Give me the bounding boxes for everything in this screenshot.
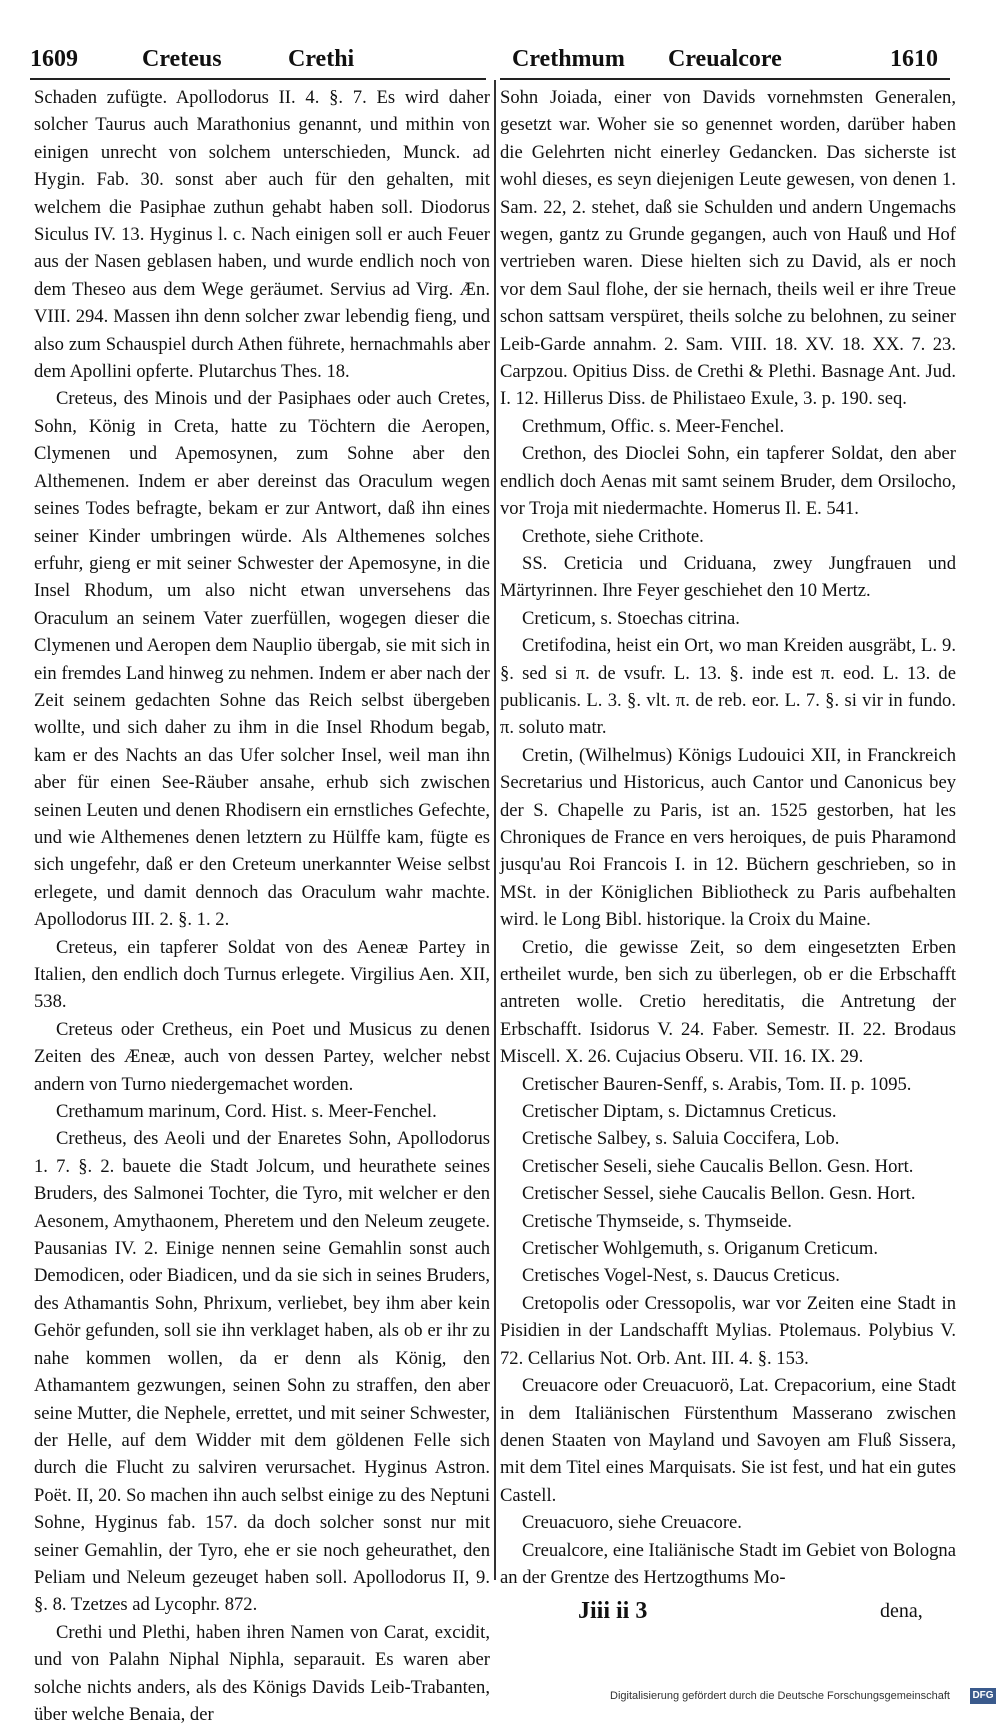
dfg-logo: DFG xyxy=(970,1688,996,1704)
entry-paragraph: Crethmum, Offic. s. Meer-Fenchel. xyxy=(522,415,785,437)
entry-paragraph: Cretischer Bauren-Senff, s. Arabis, Tom. II. p. 1095. xyxy=(522,1073,912,1095)
entry-paragraph: Creteus, des Minois und der Pasiphaes oder auch Cretes, Sohn, König in Creta, hatte zu Töchtern die Aeropen, Clymenen und Apemosynen, zum Sohne aber den Althemenen. Indem er aber dereinst das Oraculum wegen seines Todes befragte, bekam er zur Antwort, daß ihn eines seiner Kinder umbringen würde. Als Althemenes solches erfuhr, gieng er mit seiner Schwester der Apemosyne, in die Insel Rhodum, um also nicht etwan unversehens das Oraculum an seinem Vater zuerfüllen, wogegen dieser die Clymenen und Aeropen dem Nauplio übergab, sie mit sich in ein fremdes Land hinweg zu nehmen. Indem er aber nach der Zeit seinem gedachten Sohne das Reich selbst übergeben wollte, und sich daher zu ihm in die Insel Rhodum begab, kam er des Nachts an das Ufer solcher Insel, weil man ihn aber für einen See-Räuber ansahe, erhub sich zwischen seinen Leuten und denen Rhodisern ein ernstliches Gefechte, und wie Althemenes denen letztern zu Hülffe kam, fügte es sich ungefehr, daß er den Creteum unerkannter Weise selbst erlegete, und damit dennoch das Oraculum wahr machte. Apollodorus III. 2. §. 1. 2. xyxy=(34,388,490,931)
entry-paragraph: Creticum, s. Stoechas citrina. xyxy=(522,607,740,629)
header-keyword-2: Crethi xyxy=(288,46,355,72)
entry-paragraph: Cretin, (Wilhelmus) Königs Ludouici XII, in Franckreich Secretarius und Historicus, auch Cantor und Canonicus bey der S. Chapelle zu Paris, ist an. 1525 gestorben, hat les Chroniques de France en vers heroiques, de puis Pharamond jusqu'au Roi Francois I. in 12. Büchern geschrieben, so in MSt. in der Königlichen Bibliotheck zu Paris aufbehalten wird. le Long Bibl. historique. la Croix du Maine. xyxy=(500,744,956,931)
entry-paragraph: Creuacuoro, siehe Creuacore. xyxy=(522,1512,742,1534)
entry-paragraph: Crethi und Plethi, haben ihren Namen von Carat, excidit, und von Palahn Niphal Niphla, separauit. Es waren aber solche nichts anders, als des Königs Davids Leib-Trabanten, über welche Benaia, der xyxy=(34,1621,490,1725)
right-column xyxy=(500,84,956,1588)
entry-paragraph: Cretopolis oder Cressopolis, war vor Zeiten eine Stadt in Pisidien in der Landschafft Mylias. Ptolemaus. Polybius V. 72. Cellarius Not. Orb. Ant. III. 4. §. 153. xyxy=(500,1292,956,1369)
header-rule-left xyxy=(30,78,486,80)
entry-paragraph: Cretio, die gewisse Zeit, so dem eingesetzten Erben ertheilet wurde, ben sich zu überlegen, ob er die Erbschafft antreten wolle. Cretio hereditatis, die Antretung der Erbschafft. Isidorus V. 24. Faber. Semestr. II. 22. Brodaus Miscell. X. 26. Cujacius Obseru. VII. 16. IX. 29. xyxy=(500,936,956,1068)
catchword: dena, xyxy=(880,1600,923,1622)
entry-paragraph: Creteus, ein tapferer Soldat von des Aeneæ Partey in Italien, den endlich doch Turnus erlegete. Virgilius Aen. XII, 538. xyxy=(34,936,490,1013)
header-keyword-1: Creteus xyxy=(142,46,222,72)
entry-paragraph: Cretischer Wohlgemuth, s. Origanum Creticum. xyxy=(522,1238,879,1260)
signature-mark: Jiii ii 3 xyxy=(578,1598,648,1624)
entry-paragraph: Cretische Salbey, s. Saluia Coccifera, Lob. xyxy=(522,1128,840,1150)
entry-paragraph: Cretheus, des Aeoli und der Enaretes Sohn, Apollodorus 1. 7. §. 2. bauete die Stadt Jolcum, und heurathete seines Bruders, des Salmonei Tochter, die Tyro, mit welcher er den Aesonem, Amythaonem, Pheretem und den Neleum zeugete. Pausanias IV. 2. Einige nennen seine Gemahlin sonst auch Demodicen, oder Biadicen, und da sie sich in seines Bruders, des Athamantis Sohn, Phrixum, verliebet, bey ihm aber kein Gehör gefunden, soll sie ihn verklaget haben, als ob er ihr zu nahe kommen wollen, da er denn als König, den Athamantem gezwungen, seinen Sohn zu straffen, den aber seine Mutter, die Nephele, errettet, und mit seiner Schwester, der Helle, auf dem Widder mit dem göldenen Felle sich durch die Flucht zu salviren verursachet. Hyginus Astron. Poët. II, 20. So machen ihn auch selbst einige zu des Neptuni Sohne, Hyginus fab. 157. da doch solcher sonst nur mit seiner Gemahlin, der Tyro, ehe er sie noch geheurathet, den Peliam und Neleum gezeuget haben soll. Apollodorus II, 9. §. 8. Tzetzes ad Lycophr. 872. xyxy=(34,1128,490,1616)
entry-paragraph: Cretischer Diptam, s. Dictamnus Creticus. xyxy=(522,1101,837,1123)
header-keyword-4: Creualcore xyxy=(668,46,782,72)
page-number-right: 1610 xyxy=(890,46,938,72)
page-number-left: 1609 xyxy=(30,46,78,72)
entry-paragraph: Crethamum marinum, Cord. Hist. s. Meer-Fenchel. xyxy=(56,1101,437,1123)
entry-paragraph: Sohn Joiada, einer von Davids vornehmsten Generalen, gesetzt war. Woher sie so genennet worden, darüber haben die Gelehrten nicht einerley Gedancken. Das sicherste ist wohl dieses, es seyn diejenigen Leute gewesen, von denen 1. Sam. 22, 2. stehet, daß sie Schulden und andern Ungemachs wegen, gantz zu Grunde gegangen, auch von Hauß und Hof vertrieben waren. Diese hielten sich zu David, als er noch vor dem Saul flohe, der sie hernach, theils weil er ihre Treue schon sattsam verspüret, theils solche zu belohnen, zu seiner Leib-Garde annahm. 2. Sam. VIII. 18. XV. 18. XX. 7. 23. Carpzou. Opitius Diss. de Crethi & Plethi. Basnage Ant. Jud. I. 12. Hillerus Diss. de Philistaeo Exule, 3. p. 190. seq. xyxy=(500,87,956,410)
entry-paragraph: Cretischer Seseli, siehe Caucalis Bellon. Gesn. Hort. xyxy=(522,1155,914,1177)
entry-paragraph: Creualcore, eine Italiänische Stadt im Gebiet von Bologna an der Grentze des Hertzogthums Mo- xyxy=(500,1539,956,1588)
left-column xyxy=(34,84,490,1725)
entry-paragraph: Cretischer Sessel, siehe Caucalis Bellon. Gesn. Hort. xyxy=(522,1183,916,1205)
running-header xyxy=(30,46,960,80)
entry-paragraph: Schaden zufügte. Apollodorus II. 4. §. 7. Es wird daher solcher Taurus auch Marathonius genannt, und mithin von einigen unrecht von solchem unterschieden, Munck. ad Hygin. Fab. 30. sonst aber auch für den gehalten, mit welchem die Pasiphae zuthun gehabt haben soll. Diodorus Siculus IV. 13. Hyginus l. c. Nach einigen soll er auch Feuer aus der Nasen geblasen haben, und wurde endlich noch von dem Theseo aus dem Wege geräumet. Servius ad Virg. Æn. VIII. 294. Massen ihn denn solcher zwar lebendig fieng, und also zum Schauspiel durch Athen führete, hernachmahls aber dem Apollini opferte. Plutarchus Thes. 18. xyxy=(34,87,490,383)
entry-paragraph: Cretifodina, heist ein Ort, wo man Kreiden ausgräbt, L. 9. §. sed si π. de vsufr. L. 13. §. inde est π. eod. L. 13. de publicanis. L. 3. §. vlt. π. de reb. eor. L. 7. §. si vir in fundo. π. soluto matr. xyxy=(500,635,956,739)
entry-paragraph: Cretisches Vogel-Nest, s. Daucus Creticus. xyxy=(522,1265,840,1287)
entry-paragraph: Crethote, siehe Crithote. xyxy=(522,525,704,547)
entry-paragraph: Creteus oder Cretheus, ein Poet und Musicus zu denen Zeiten des Æneæ, auch von dessen Partey, welcher nebst andern von Turno niedergemachet worden. xyxy=(34,1018,490,1095)
footer-credit: Digitalisierung gefördert durch die Deutsche Forschungsgemeinschaft xyxy=(610,1690,950,1702)
column-divider xyxy=(494,80,496,1580)
header-rule-right xyxy=(500,78,950,80)
entry-paragraph: Crethon, des Dioclei Sohn, ein tapferer Soldat, den aber endlich doch Aenas mit samt seinem Bruder, dem Orsilocho, vor Troja mit niedermachte. Homerus Il. E. 541. xyxy=(500,443,956,520)
entry-paragraph: SS. Creticia und Criduana, zwey Jungfrauen und Märtyrinnen. Ihre Feyer geschiehet den 10 Mertz. xyxy=(500,552,956,602)
entry-paragraph: Cretische Thymseide, s. Thymseide. xyxy=(522,1210,792,1232)
entry-paragraph: Creuacore oder Creuacuorö, Lat. Crepacorium, eine Stadt in dem Italiänischen Fürstenthum Masserano zwischen denen Staaten von Mayland und Savoyen am Fluß Sissera, mit dem Titel eines Marquisats. Sie ist fest, und hat ein gutes Castell. xyxy=(500,1375,956,1506)
header-keyword-3: Crethmum xyxy=(512,46,625,72)
